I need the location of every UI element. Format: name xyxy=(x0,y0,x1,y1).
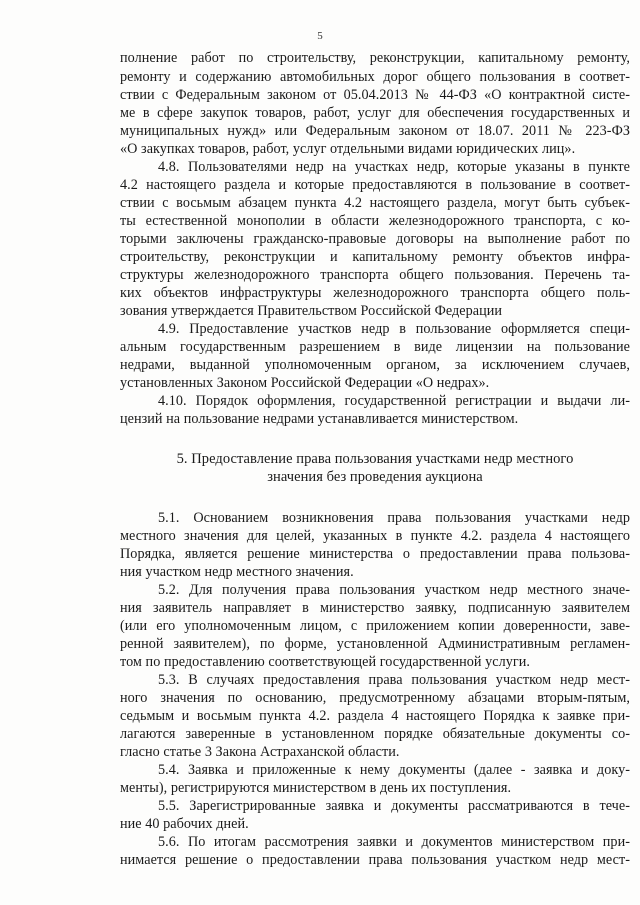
text-line: ренной заявителем), по форме, установленной Административным регламен- xyxy=(120,636,630,652)
text-line: цензий на пользование недрами устанавливается министерством. xyxy=(120,411,519,427)
paragraph-4-9-first-line: 4.9. Предоставление участков недр в пользование оформляется специ- xyxy=(158,321,630,337)
text-line: менты), регистрируются министерством в день их поступления. xyxy=(120,780,512,796)
text-line: лагаются заверенные в установленном порядке обязательные документы со- xyxy=(120,726,630,742)
text-line: ствии с Федеральным законом от 05.04.2013 № 44-ФЗ «О контрактной систе- xyxy=(120,87,630,103)
text-line: ремонту и содержанию автомобильных дорог общего пользования в соответ- xyxy=(120,69,630,85)
text-line: гласно статье 3 Закона Астраханской области. xyxy=(120,744,400,760)
paragraph-5-5-first-line: 5.5. Зарегистрированные заявка и документы рассматриваются в тече- xyxy=(158,798,630,814)
text-line: зования утверждается Правительством Российской Федерации xyxy=(120,303,503,319)
text-line: полнение работ по строительству, реконструкции, капитальному ремонту, xyxy=(120,50,630,66)
text-line: (или его уполномоченным лицом, с приложением копии доверенности, заве- xyxy=(120,618,630,634)
text-line: местного значения для целей, указанных в пункте 4.2. раздела 4 настоящего xyxy=(120,528,630,544)
text-line: том по предоставлению соответствующей государственной услуги. xyxy=(120,654,531,670)
text-line: «О закупках товаров, работ, услуг отдельными видами юридических лиц». xyxy=(120,141,576,157)
text-line: альным государственным разрешением в виде лицензии на пользование xyxy=(120,339,630,355)
text-line: торыми заключены гражданско-правовые договоры на выполнение работ по xyxy=(120,231,630,247)
text-line: ния заявитель направляет в министерство заявку, подписанную заявителем xyxy=(120,600,630,616)
text-line: ты естественной монополии в области железнодорожного транспорта, с ко- xyxy=(120,213,630,229)
text-line: ния участком недр местного значения. xyxy=(120,564,354,580)
text-line: недрами, выданной уполномоченным органом, за исключением случаев, xyxy=(120,357,630,373)
paragraph-4-8-first-line: 4.8. Пользователями недр на участках недр, которые указаны в пункте xyxy=(158,159,630,175)
text-line: муниципальных нужд» или Федеральным законом от 18.07. 2011 № 223-ФЗ xyxy=(120,123,630,139)
text-line: 4.2 настоящего раздела и которые предоставляются в пользование в соответ- xyxy=(120,177,630,193)
section-heading-line: 5. Предоставление права пользования участками недр местного xyxy=(176,451,574,467)
text-line: установленных Законом Российской Федерации «О недрах». xyxy=(120,375,490,391)
text-line: седьмым и восьмым пункта 4.2. раздела 4 настоящего Порядка к заявке при- xyxy=(120,708,630,724)
text-line: нимается решение о предоставлении права пользования участком недр мест- xyxy=(120,852,630,868)
paragraph-5-1-first-line: 5.1. Основанием возникновения права пользования участками недр xyxy=(158,510,630,526)
section-heading-line: значения без проведения аукциона xyxy=(267,469,483,485)
text-line: ствии с восьмым абзацем пункта 4.2 настоящего раздела, могут быть субъек- xyxy=(120,195,630,211)
paragraph-5-4-first-line: 5.4. Заявка и приложенные к нему документы (далее - заявка и доку- xyxy=(158,762,630,778)
text-line: структуры железнодорожного транспорта общего пользования. Перечень та- xyxy=(120,267,630,283)
text-line: Порядка, является решение министерства о предоставлении права пользова- xyxy=(120,546,630,562)
text-line: ме в сфере закупок товаров, работ, услуг для обеспечения государственных и xyxy=(120,105,630,121)
text-line: ких объектов инфраструктуры железнодорожного транспорта общего поль- xyxy=(120,285,630,301)
paragraph-4-10-first-line: 4.10. Порядок оформления, государственной регистрации и выдачи ли- xyxy=(158,393,630,409)
text-line: строительству, реконструкции и капитальному ремонту объектов инфра- xyxy=(120,249,630,265)
text-line: ного значения по основанию, предусмотренному абзацами вторым-пятым, xyxy=(120,690,630,706)
text-line: ние 40 рабочих дней. xyxy=(120,816,249,832)
paragraph-5-2-first-line: 5.2. Для получения права пользования участком недр местного значе- xyxy=(158,582,630,598)
page-number: 5 xyxy=(317,30,323,42)
paragraph-5-6-first-line: 5.6. По итогам рассмотрения заявки и документов министерством при- xyxy=(158,834,630,850)
paragraph-5-3-first-line: 5.3. В случаях предоставления права пользования участком недр мест- xyxy=(158,672,630,688)
